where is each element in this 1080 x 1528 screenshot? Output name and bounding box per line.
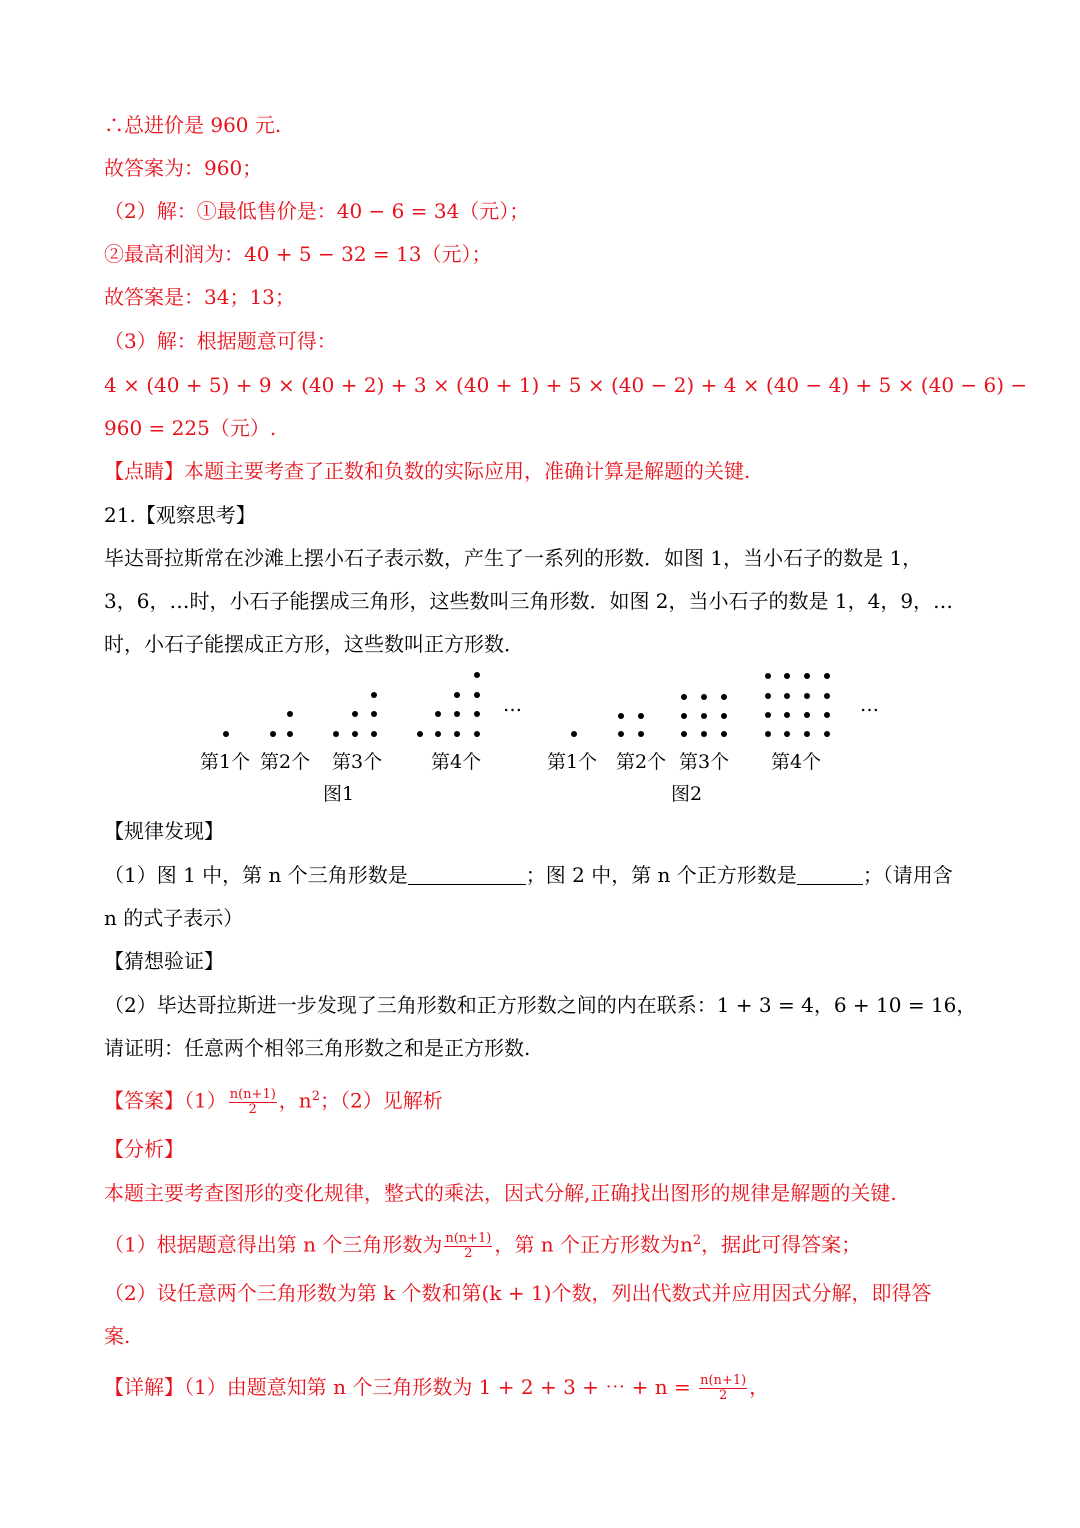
fig1-caption: 图1 bbox=[323, 783, 355, 805]
fig2-label-4: 第4个 bbox=[771, 751, 822, 773]
answer-line-min-price: （2）解：①最低售价是：40 − 6 = 34（元）； bbox=[104, 199, 530, 223]
fig2-dot bbox=[824, 693, 830, 699]
fig2-dot bbox=[765, 693, 771, 699]
fraction-denominator: 2 bbox=[248, 1101, 257, 1117]
question-1-text-a: （1）图 1 中，第 n 个三角形数是 bbox=[104, 863, 408, 887]
answer-n-squared: ，n bbox=[278, 1088, 312, 1113]
fraction-numerator: n(n+1) bbox=[700, 1373, 747, 1388]
question-paragraph-3: 时，小石子能摆成正方形，这些数叫正方形数． bbox=[104, 632, 524, 656]
fig1-dot bbox=[417, 731, 423, 737]
fig1-dot bbox=[474, 711, 480, 717]
fig2-dot bbox=[824, 712, 830, 718]
fig1-dot bbox=[371, 731, 377, 737]
answer-blank-triangle[interactable] bbox=[408, 864, 526, 885]
fraction-n-n1-over-2 bbox=[699, 1374, 747, 1403]
fig2-dot bbox=[701, 694, 707, 700]
answer-line-part3: （3）解：根据题意可得： bbox=[104, 329, 337, 353]
answer-tag: 【答案】 bbox=[104, 1088, 184, 1113]
fig1-dot bbox=[435, 731, 441, 737]
comment-line bbox=[104, 457, 750, 485]
fig1-dot bbox=[474, 672, 480, 678]
fraction-n-n1-over-2 bbox=[444, 1232, 492, 1261]
answer-line-max-profit: ②最高利润为：40 + 5 − 32 = 13（元）； bbox=[104, 242, 492, 266]
fig2-dot bbox=[701, 731, 707, 737]
fig1-dot bbox=[474, 692, 480, 698]
fig1-dot bbox=[435, 711, 441, 717]
fig2-dot bbox=[784, 731, 790, 737]
analysis-tag: 【分析】 bbox=[104, 1137, 184, 1161]
fraction-n-n1-over-2 bbox=[229, 1088, 277, 1117]
answer-summary bbox=[104, 1083, 443, 1117]
comment-text: 本题主要考查了正数和负数的实际应用，准确计算是解题的关键. bbox=[184, 459, 751, 483]
answer-part2: ；（2）见解析 bbox=[319, 1088, 443, 1113]
fig2-dot bbox=[721, 731, 727, 737]
verify-title: 【猜想验证】 bbox=[104, 949, 224, 973]
fig2-dot bbox=[804, 712, 810, 718]
fig2-dot bbox=[765, 712, 771, 718]
analysis-paragraph-2 bbox=[104, 1227, 861, 1261]
fraction-denominator: 2 bbox=[464, 1245, 473, 1261]
answer-line-expression: 4 × (40 + 5) + 9 × (40 + 2) + 3 × (40 + 1) + 5 × (40 − 2) + 4 × (40 − 4) + 5 × (40 − 6) − bbox=[104, 373, 1028, 397]
question-2-line: （2）毕达哥拉斯进一步发现了三角形数和正方形数之间的内在联系：1 + 3 = 4，6 + 10 = 16， bbox=[104, 993, 977, 1017]
fig1-dot bbox=[270, 731, 276, 737]
detail-line bbox=[104, 1373, 769, 1403]
fig2-dot bbox=[681, 731, 687, 737]
fig2-label-2: 第2个 bbox=[616, 751, 667, 773]
fig1-label-1: 第1个 bbox=[200, 751, 251, 773]
fig1-dot bbox=[287, 731, 293, 737]
rule-title: 【规律发现】 bbox=[104, 819, 224, 843]
fig2-dot bbox=[784, 693, 790, 699]
fig2-dot bbox=[824, 731, 830, 737]
fig1-dot bbox=[371, 692, 377, 698]
detail-text-b: ， bbox=[749, 1375, 770, 1399]
figure2-dots bbox=[571, 673, 830, 737]
question-title: 21.【观察思考】 bbox=[104, 503, 256, 527]
fig2-dot bbox=[681, 694, 687, 700]
analysis-2-text-c: ，据此可得答案； bbox=[701, 1232, 862, 1257]
fig2-dot bbox=[721, 694, 727, 700]
fig2-dot bbox=[804, 693, 810, 699]
fraction-denominator: 2 bbox=[719, 1388, 728, 1403]
analysis-2-text-b: ，第 n 个正方形数为n bbox=[494, 1232, 693, 1257]
answer-blank-square[interactable] bbox=[797, 864, 863, 885]
fig1-dot bbox=[352, 711, 358, 717]
fig2-label-3: 第3个 bbox=[679, 751, 730, 773]
fig1-dot bbox=[454, 731, 460, 737]
answer-line-total-cost: ∴总进价是 960 元. bbox=[104, 113, 282, 137]
analysis-paragraph-1: 本题主要考查图形的变化规律，整式的乘法，因式分解,正确找出图形的规律是解题的关键. bbox=[104, 1181, 897, 1205]
question-1-text-c: ；（请用含 bbox=[862, 863, 953, 887]
exponent-2: 2 bbox=[692, 1233, 702, 1248]
analysis-paragraph-3: （2）设任意两个三角形数为第 k 个数和第(k + 1)个数，列出代数式并应用因式分解，即得答 bbox=[104, 1281, 932, 1305]
fig2-dot bbox=[618, 713, 624, 719]
fig1-dot bbox=[287, 711, 293, 717]
question-paragraph-1: 毕达哥拉斯常在沙滩上摆小石子表示数，产生了一系列的形数．如图 1，当小石子的数是 1， bbox=[104, 546, 923, 570]
question-1-line bbox=[104, 861, 953, 889]
question-1-text-b: ；图 2 中，第 n 个正方形数是 bbox=[525, 863, 797, 887]
fig2-dot bbox=[681, 713, 687, 719]
answer-line-960: 故答案为：960； bbox=[104, 156, 263, 180]
analysis-2-text-a: （1）根据题意得出第 n 个三角形数为 bbox=[104, 1232, 443, 1257]
fig2-dot bbox=[765, 731, 771, 737]
fig2-dot bbox=[618, 731, 624, 737]
figure1-dots bbox=[223, 672, 480, 737]
fig2-dot bbox=[784, 712, 790, 718]
fraction-numerator: n(n+1) bbox=[445, 1230, 492, 1246]
fig2-dot bbox=[638, 731, 644, 737]
fig1-dot bbox=[454, 692, 460, 698]
fig2-dot bbox=[824, 673, 830, 679]
fig2-label-1: 第1个 bbox=[547, 751, 598, 773]
fig2-dot bbox=[765, 673, 771, 679]
answer-line-34-13: 故答案是：34；13； bbox=[104, 285, 295, 309]
fig2-caption: 图2 bbox=[671, 783, 703, 805]
fig2-dot bbox=[804, 731, 810, 737]
fig2-dot bbox=[571, 731, 577, 737]
analysis-paragraph-3b: 案. bbox=[104, 1324, 131, 1348]
answer-part1-label: （1） bbox=[184, 1088, 227, 1113]
fig2-dot bbox=[638, 713, 644, 719]
fig1-label-2: 第2个 bbox=[260, 751, 311, 773]
fig1-dot bbox=[454, 711, 460, 717]
fig1-dot bbox=[474, 731, 480, 737]
question-1-line-2: n 的式子表示） bbox=[104, 906, 244, 930]
detail-tag: 【详解】 bbox=[104, 1375, 184, 1399]
fig2-dot bbox=[804, 673, 810, 679]
fig2-dot bbox=[721, 713, 727, 719]
fraction-numerator: n(n+1) bbox=[229, 1086, 276, 1102]
fig1-dot bbox=[223, 731, 229, 737]
fig1-dot bbox=[352, 731, 358, 737]
fig2-dot bbox=[784, 673, 790, 679]
figure-dots bbox=[0, 660, 1080, 810]
fig1-ellipsis: … bbox=[503, 694, 522, 716]
fig1-label-4: 第4个 bbox=[431, 751, 482, 773]
detail-text-a: （1）由题意知第 n 个三角形数为 1 + 2 + 3 + ⋯ + n = bbox=[184, 1375, 698, 1399]
fig1-dot bbox=[333, 731, 339, 737]
question-2-line-2: 请证明：任意两个相邻三角形数之和是正方形数. bbox=[104, 1036, 531, 1060]
comment-tag: 【点睛】 bbox=[104, 459, 184, 483]
answer-line-result: 960 = 225（元）. bbox=[104, 416, 277, 440]
question-paragraph-2: 3，6，…时，小石子能摆成三角形，这些数叫三角形数．如图 2，当小石子的数是 1，4，9，… bbox=[104, 589, 954, 613]
fig1-dot bbox=[371, 711, 377, 717]
fig2-ellipsis: … bbox=[860, 694, 879, 716]
fig2-dot bbox=[701, 713, 707, 719]
exponent-2: 2 bbox=[311, 1089, 320, 1104]
fig1-label-3: 第3个 bbox=[332, 751, 383, 773]
